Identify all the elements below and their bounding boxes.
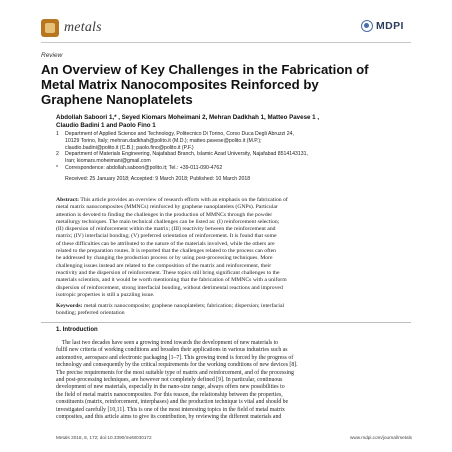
section-divider <box>41 322 411 323</box>
header-divider <box>41 42 411 43</box>
abstract-line: be addressed by changing the production process or by using post-processing techniques. More <box>56 255 273 262</box>
affiliation-line: Department of Applied Science and Technology, Politecnico Di Torino, Corso Duca Degli Abruzzi 24, <box>65 131 294 137</box>
body-line: automotive, aerospace and electronic packaging [1–7]. This growing trend is forced by the progress of <box>56 354 294 361</box>
body-line: development of new materials, especially in the nano-size range, always offers new possibilities to <box>56 384 285 391</box>
section-heading: 1. Introduction <box>56 327 98 333</box>
abstract-line: metal matrix nanocomposites (MMNCs) reinforced by graphene nanoplatelets (GNPs). Particular <box>56 204 278 211</box>
journal-brand <box>41 19 102 37</box>
affiliation-line: claudio.badini@polito.it (C.B.); paolo.fino@polito.it (P.F.) <box>65 144 194 151</box>
affiliation-item <box>56 165 416 172</box>
abstract-line: related to the preparation routes. It is reported that the challenges related to the process can often <box>56 248 276 255</box>
abstract-line: (II) dispersion of reinforcement within the matrix; (III) reactivity between the reinforcement and <box>56 226 276 233</box>
introduction-body <box>56 340 412 421</box>
affiliation-mark: 1 <box>56 131 59 137</box>
affiliation-item <box>56 131 416 151</box>
authors-line: Abdollah Saboori 1,* , Seyed Kiomars Moheimani 2, Mehran Dadkhah 1, Matteo Pavese 1 , <box>56 114 320 121</box>
body-line: composites, and this article aims to give its contribution, by reviewing the different materials and <box>56 414 282 421</box>
page-footer <box>56 435 412 440</box>
body-line: fulfil new criteria of working conditions and broaden their applications in various industries such as <box>56 347 288 354</box>
publisher-name: MDPI <box>376 20 404 32</box>
abstract-line: matrix; (IV) interfacial bonding; (V) preferred orientation of reinforcement. It is found that some <box>56 233 277 240</box>
article-type: Review <box>41 52 63 59</box>
body-line: constituents (matrix, reinforcement, interphases) and the production technique is vital and should be <box>56 399 289 406</box>
title-line: Metal Matrix Nanocomposites Reinforced by <box>41 77 319 92</box>
abstract-line: reactivity and the dispersion of reinforcement. These topics still bring significant challenges to the <box>56 269 280 276</box>
abstract <box>56 197 412 299</box>
body-line: technology and consequently by the critical requirements for the working conditions of new devices [8]. <box>56 362 298 369</box>
authors-line: Claudio Badini 1 and Paolo Fino 1 <box>56 122 156 129</box>
abstract-line: of these difficulties can be attributed to the nature of the materials involved, while the others are <box>56 240 275 247</box>
title-line: Graphene Nanoplatelets <box>41 92 193 107</box>
abstract-line: materials scientists, and it would be worth mentioning that the fabrication of MMNCs with a uniform <box>56 277 287 284</box>
affiliation-mark: * <box>56 164 59 171</box>
abstract-line: attention is devoted to finding the challenges in the production of MMNCs through the powder <box>56 211 273 218</box>
correspondence-line: Correspondence: abdollah.saboori@polito.it; Tel.: +39-011-090-4762 <box>65 164 223 171</box>
affiliation-line: Department of Materials Engineering, Najafabad Branch, Islamic Azad University, Najafabad 8514143131, <box>65 151 308 158</box>
title-line: An Overview of Key Challenges in the Fabrication of <box>41 62 369 77</box>
mdpi-logo-icon <box>361 20 373 32</box>
body-line: The precise requirements for the most suitable type of matrix and reinforcement, and of the processing <box>56 369 294 376</box>
keywords-line: bonding; preferred orientation <box>56 310 125 317</box>
body-line: the field of metal matrix nanocomposites. For this reason, the relationship between the properties, <box>56 391 283 398</box>
affiliation-line: 10129 Torino, Italy; mehran.dadkhah@polito.it (M.D.); matteo.pavese@polito.it (M.P.); <box>65 137 262 144</box>
abstract-line: challenging issues instead are related to the composition of the matrix and reinforcement, their <box>56 262 272 269</box>
affiliations <box>56 131 416 183</box>
keywords-line: Keywords: metal matrix nanocomposite; graphene nanoplatelets; fabrication; dispersion; interfacial <box>56 303 285 309</box>
metals-logo-icon <box>41 19 59 37</box>
affiliation-item <box>56 151 416 165</box>
body-line: and post-processing techniques, are however not completely defined [9]. In particular, continuous <box>56 377 283 384</box>
affiliation-line: Iran; kiomars.moheimani@gmail.com <box>65 158 151 165</box>
author-list <box>56 114 416 130</box>
abstract-line: isotropic properties is still a puzzling issue. <box>56 291 155 298</box>
abstract-line: metallurgy techniques. The main technical challenges can be listed as: (I) reinforcement selection; <box>56 218 280 225</box>
body-line: The last two decades have seen a growing trend towards the development of new materials to <box>56 340 279 346</box>
affiliation-mark: 2 <box>56 151 59 158</box>
paper-title <box>41 62 411 107</box>
publisher-brand <box>361 20 404 32</box>
abstract-line: Abstract: This article provides an overview of research efforts with an emphasis on the fabrication of <box>56 197 288 203</box>
abstract-label: Abstract: <box>56 197 80 203</box>
citation-info: Metals 2018, 8, 172; doi:10.3390/met8030172 <box>56 435 152 440</box>
journal-name: metals <box>64 20 102 35</box>
received-dates: Received: 25 January 2018; Accepted: 9 March 2018; Published: 10 March 2018 <box>65 175 251 182</box>
keywords <box>56 303 412 318</box>
keywords-label: Keywords: <box>56 303 83 309</box>
journal-url[interactable]: www.mdpi.com/journal/metals <box>350 435 412 440</box>
abstract-line: dispersion of reinforcement, strong interfacial bonding, without detrimental reactions and improved <box>56 284 283 291</box>
body-line: investigated carefully [10,11]. This is one of the most interesting topics in the field of metal matrix <box>56 406 285 413</box>
